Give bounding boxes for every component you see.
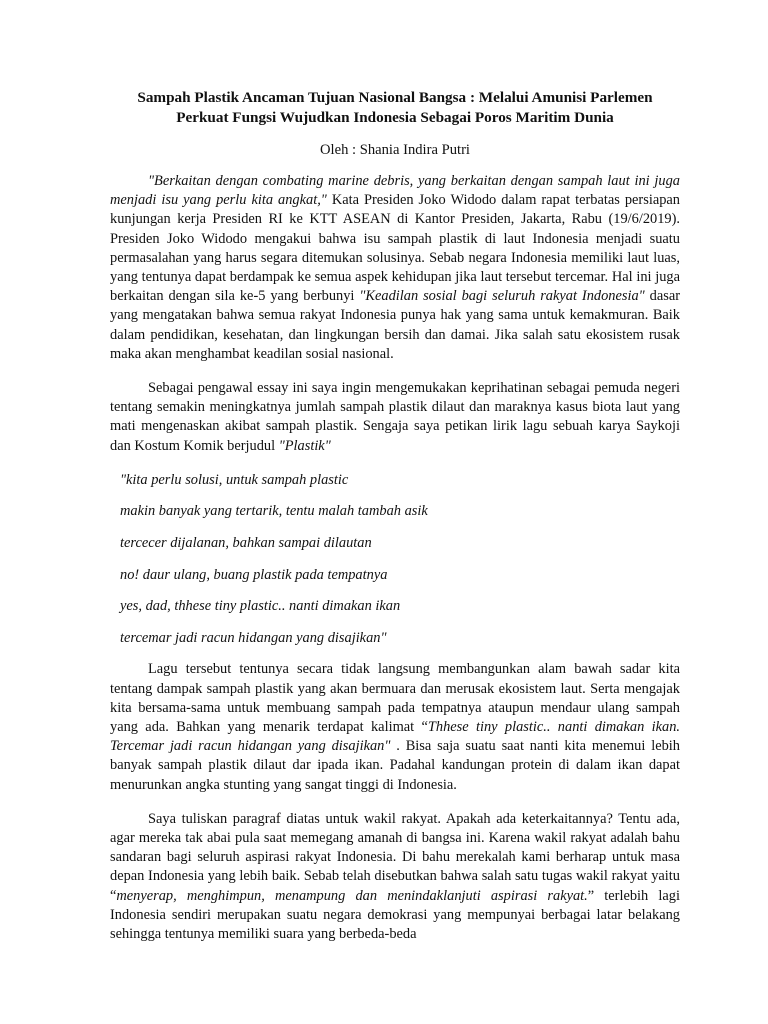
paragraph-1 xyxy=(110,172,680,364)
paragraph-4-text-a: Saya tuliskan paragraf diatas untuk wakil rakyat. Apakah ada keterkaitannya? Tentu ada, agar mereka tak abai pula saat memegang amanah di bangsa ini. Karena wakil rakyat adalah bahu sandaran bagi seluruh aspirasi rakyat Indonesia. Di bahu merekalah kami berharap untuk masa depan Indonesia yang lebih baik. Sebab telah disebutkan bahwa salah satu tugas wakil rakyat yaitu “ xyxy=(110,810,680,904)
paragraph-4-text-b: ” terlebih lagi Indonesia sendiri merupakan suatu negara demokrasi yang mempunyai berbagai latar belakang sehingga tentunya memiliki suara yang berbeda-beda xyxy=(110,887,680,943)
lyric-line: makin banyak yang tertarik, tentu malah tambah asik xyxy=(120,503,428,520)
title-line-1: Sampah Plastik Ancaman Tujuan Nasional Bangsa : Melalui Amunisi Parlemen xyxy=(137,89,653,106)
pancasila-quote: "Keadilan sosial bagi seluruh rakyat Indonesia" xyxy=(359,288,645,305)
paragraph-3-text-a: Lagu tersebut tentunya secara tidak langsung membangunkan alam bawah sadar kita tentang dampak sampah plastik yang akan bermuara dan merusak ekosistem laut. Serta mengajak kita bersama-sama untuk membuang sampah pada tempatnya ataupun mendaur ulang sampah yang ada. Bahkan yang menarik terdapat kalimat “ xyxy=(110,661,680,736)
paragraph-1-text-a: Kata Presiden Joko Widodo dalam rapat terbatas persiapan kunjungan kerja Presiden RI ke KTT ASEAN di Kantor Presiden, Jakarta, Rabu (19/6/2019). Presiden Joko Widodo mengakui bahwa isu sampah plastik di laut Indonesia menjadi suatu permasalahan yang harus segara ditemukan solusinya. Sebab negara Indonesia memiliki laut luas, yang tentunya dapat berdampak ke semua aspek kehidupan jika laut tersebut tercemar. Hal ini juga berkaitan dengan sila ke-5 yang berbunyi xyxy=(110,192,680,305)
title-line-2: Perkuat Fungsi Wujudkan Indonesia Sebagai Poros Maritim Dunia xyxy=(176,109,614,126)
lyric-line: tercecer dijalanan, bahkan sampai dilautan xyxy=(120,535,372,552)
paragraph-1-text-b: dasar yang mengatakan bahwa semua rakyat Indonesia punya hak yang sama untuk kemakmuran. Baik dalam pendidikan, kesehatan, dan lingkungan bersih dan damai. Jika salah satu ekosistem rusak maka akan menghambat keadilan sosial nasional. xyxy=(110,288,680,362)
paragraph-2-text: Sebagai pengawal essay ini saya ingin mengemukakan keprihatinan sebagai pemuda negeri tentang semakin meningkatnya jumlah sampah plastik dilaut dan maraknya kasus biota laut yang mati mengenaskan akibat sampah plastik. Sengaja saya petikan lirik lagu sebuah karya Saykoji dan Kostum Komik berjudul xyxy=(110,380,680,454)
lyric-line: "kita perlu solusi, untuk sampah plastic xyxy=(120,471,349,488)
paragraph-3 xyxy=(110,660,680,794)
opening-quote: "Berkaitan dengan combating marine debris, yang berkaitan dengan sampah laut ini juga menjadi isu yang perlu kita angkat," xyxy=(110,173,680,209)
song-lyrics xyxy=(110,471,680,648)
lyric-line: yes, dad, thhese tiny plastic.. nanti dimakan ikan xyxy=(120,598,401,615)
paragraph-4 xyxy=(110,810,680,944)
paragraph-2 xyxy=(110,379,680,456)
paragraph-3-text-b: . Bisa saja suatu saat nanti kita menemui lebih banyak sampah plastik dilaut dar ipada ikan. Padahal kandungan protein di dalam ikan dapat menurunkan angka stunting yang sangat tinggi di Indonesia. xyxy=(110,738,680,793)
duty-quote: menyerap, menghimpun, menampung dan menindaklanjuti aspirasi rakyat. xyxy=(116,887,588,904)
author-byline: Oleh : Shania Indira Putri xyxy=(320,142,470,158)
lyric-quote: Thhese tiny plastic.. nanti dimakan ikan. Tercemar jadi racun hidangan yang disajikan" xyxy=(110,719,680,755)
song-title: "Plastik" xyxy=(278,437,331,454)
lyric-line: tercemar jadi racun hidangan yang disajikan" xyxy=(120,629,387,646)
document-title xyxy=(110,88,680,128)
lyric-line: no! daur ulang, buang plastik pada tempatnya xyxy=(120,566,388,583)
